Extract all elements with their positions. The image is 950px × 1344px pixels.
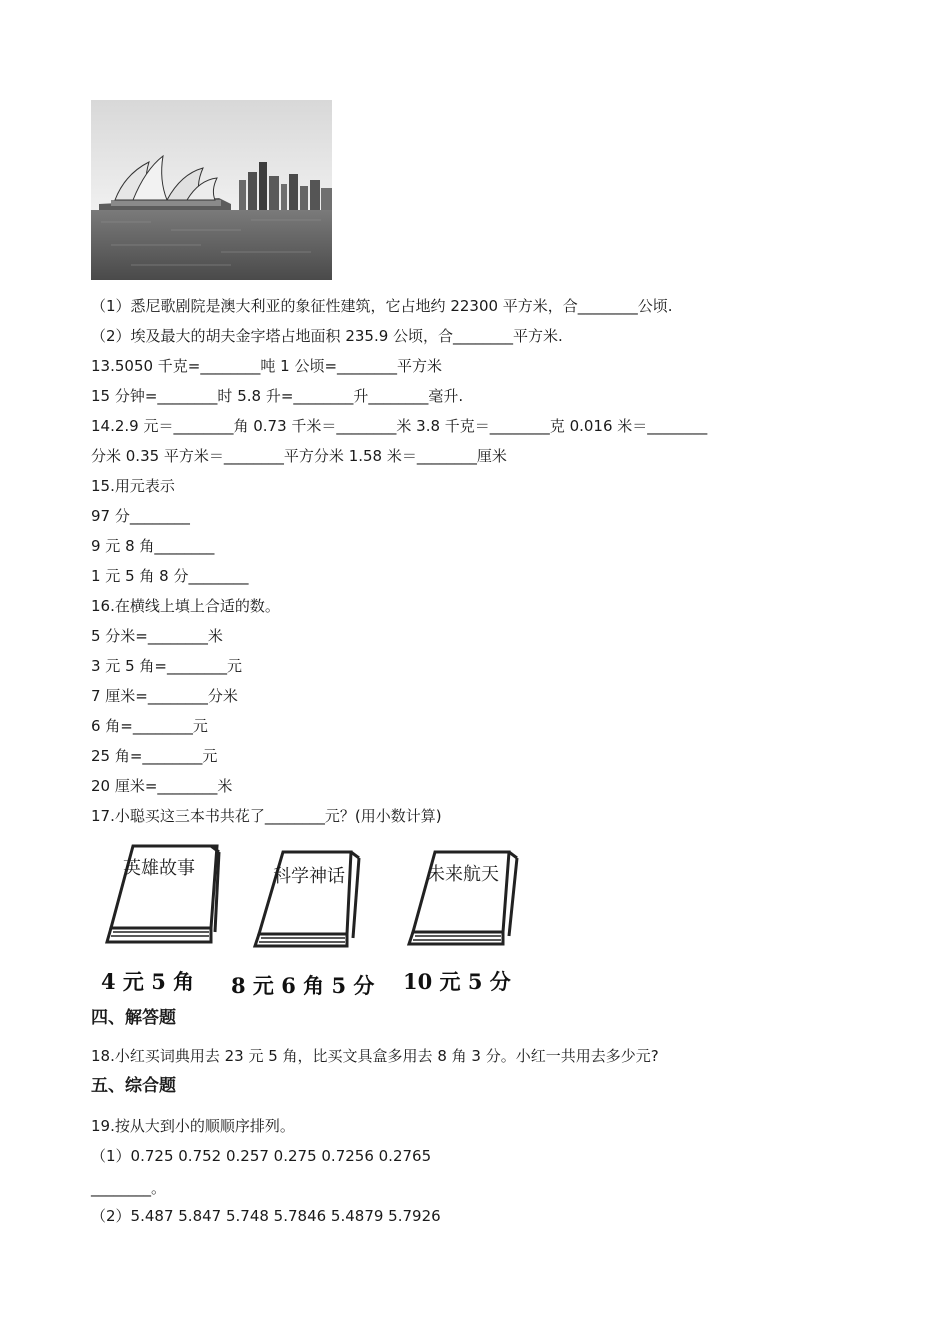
book-2 xyxy=(231,842,379,1002)
book-3 xyxy=(405,842,535,1002)
section-5-heading: 五、综合题 xyxy=(91,1076,176,1096)
book-3-title: 未来航天 xyxy=(427,864,499,885)
question-15-item-3: 1 元 5 角 8 分________ xyxy=(91,567,249,585)
book-icon xyxy=(249,842,379,962)
book-2-price: 8 元 6 角 5 分 xyxy=(231,973,375,998)
question-14-line-1: 14.2.9 元＝________角 0.73 千米＝________米 3.8 千克＝________克 0.016 米＝________ xyxy=(91,417,708,435)
question-13-line-1: 13.5050 千克=________吨 1 公顷=________平方米 xyxy=(91,357,443,375)
question-19-part-2: （2）5.487 5.847 5.748 5.7846 5.4879 5.7926 xyxy=(91,1207,441,1225)
book-illustrations xyxy=(91,842,541,1002)
question-19-title: 19.按从大到小的顺顺序排列。 xyxy=(91,1117,295,1135)
question-12-part-1: （1）悉尼歌剧院是澳大利亚的象征性建筑，它占地约 22300 平方米，合________公顷. xyxy=(91,297,673,315)
section-4-heading: 四、解答题 xyxy=(91,1008,176,1028)
sydney-opera-house-photo xyxy=(91,100,332,280)
question-16-item-5: 25 角=________元 xyxy=(91,747,218,765)
question-16-item-1: 5 分米=________米 xyxy=(91,627,223,645)
question-16-item-6: 20 厘米=________米 xyxy=(91,777,233,795)
question-16-title: 16.在横线上填上合适的数。 xyxy=(91,597,280,615)
book-1-price: 4 元 5 角 xyxy=(101,969,195,994)
question-12-part-2: （2）埃及最大的胡夫金字塔占地面积 235.9 公顷，合________平方米. xyxy=(91,327,563,345)
book-1 xyxy=(99,842,229,1002)
question-16-item-3: 7 厘米=________分米 xyxy=(91,687,238,705)
question-14-line-2: 分米 0.35 平方米＝________平方分米 1.58 米＝________厘米 xyxy=(91,447,507,465)
book-1-title: 英雄故事 xyxy=(123,858,195,879)
question-19-part-1: （1）0.725 0.752 0.257 0.275 0.7256 0.2765 xyxy=(91,1147,432,1165)
question-17-title: 17.小聪买这三本书共花了________元？(用小数计算) xyxy=(91,807,442,825)
question-15-item-1: 97 分________ xyxy=(91,507,190,525)
question-16-item-2: 3 元 5 角=________元 xyxy=(91,657,242,675)
book-3-price: 10 元 5 分 xyxy=(403,969,511,994)
book-2-title: 科学神话 xyxy=(273,866,345,887)
question-15-item-2: 9 元 8 角________ xyxy=(91,537,215,555)
question-19-part-1-answer: ________。 xyxy=(91,1179,167,1197)
question-15-title: 15.用元表示 xyxy=(91,477,175,495)
question-13-line-2: 15 分钟=________时 5.8 升=________升________毫升. xyxy=(91,387,464,405)
question-16-item-4: 6 角=________元 xyxy=(91,717,208,735)
question-18: 18.小红买词典用去 23 元 5 角，比买文具盒多用去 8 角 3 分。小红一共用去多少元? xyxy=(91,1047,659,1065)
